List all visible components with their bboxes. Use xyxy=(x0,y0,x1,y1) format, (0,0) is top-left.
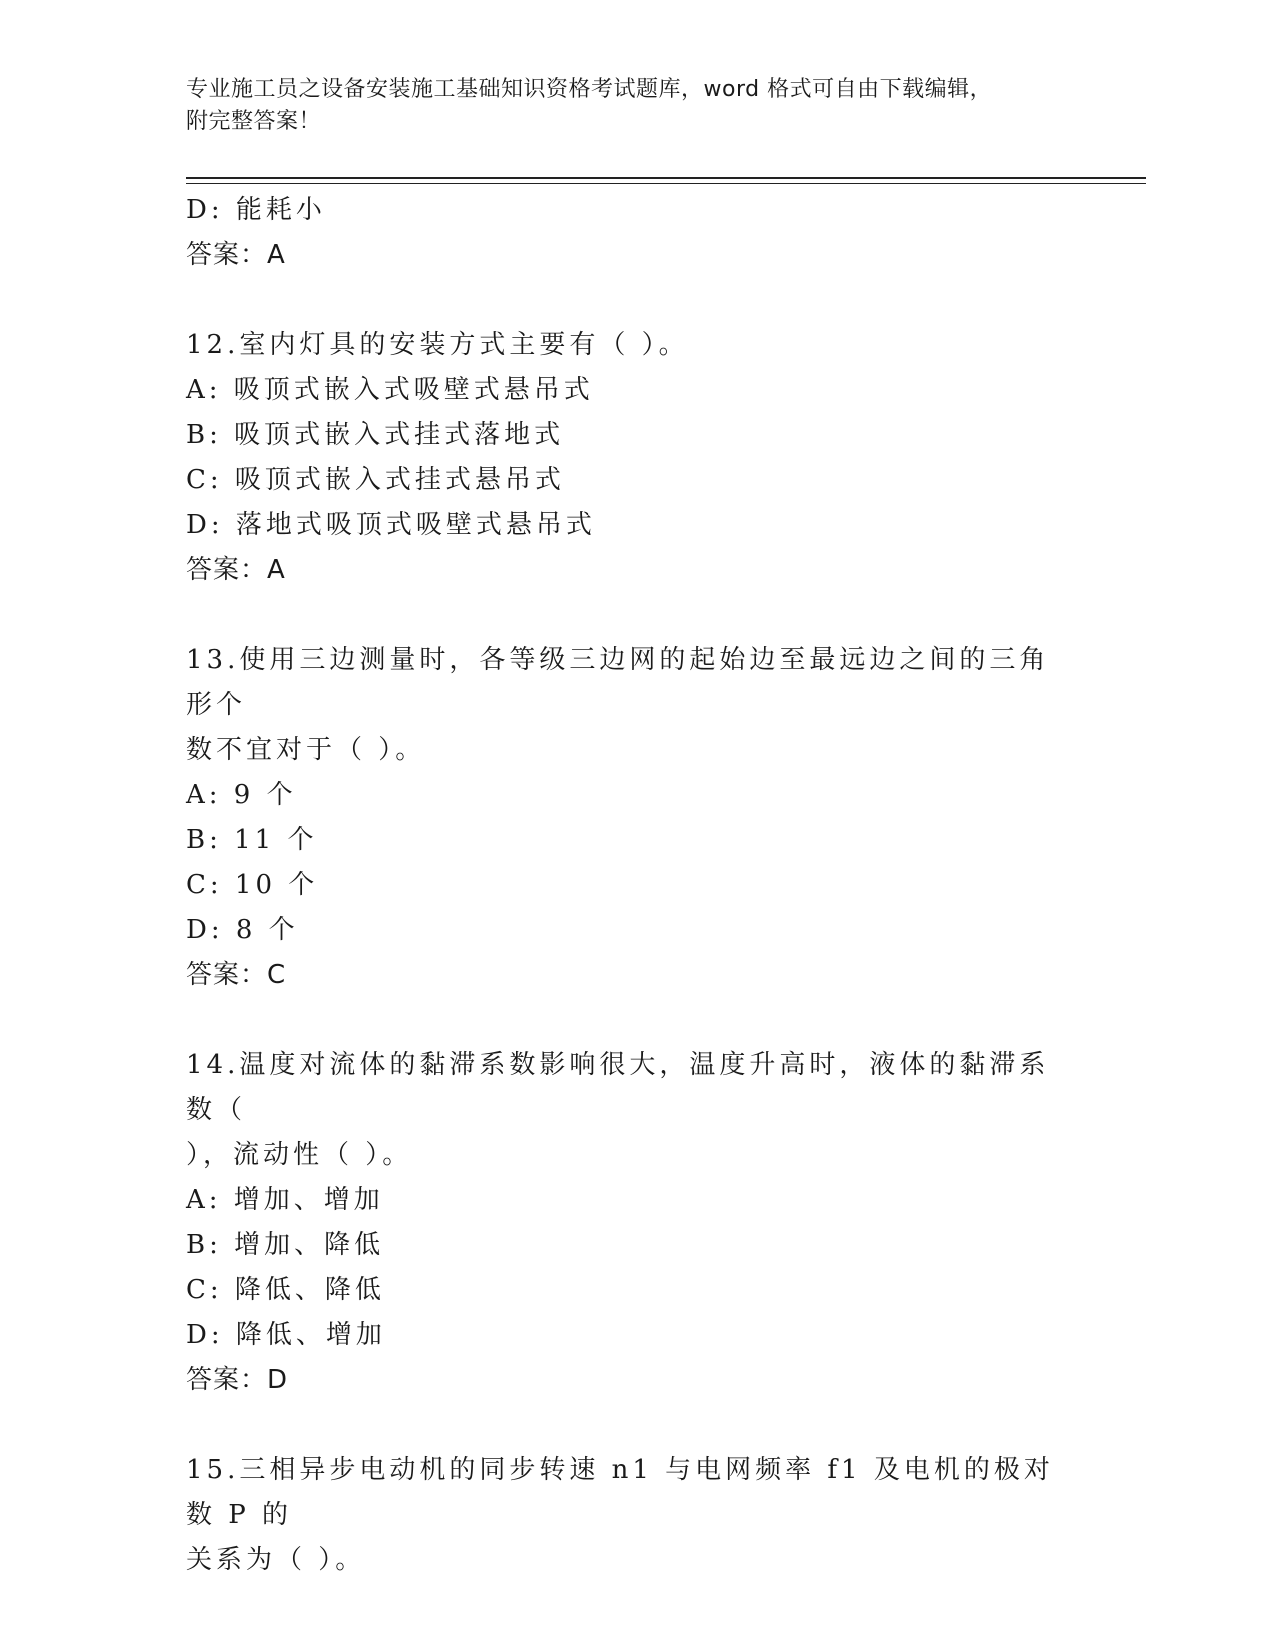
option-a: A: 吸顶式嵌入式吸壁式悬吊式 xyxy=(186,375,594,405)
spacer xyxy=(186,593,1086,638)
question-stem-line-2: 数不宜对于（ ）。 xyxy=(186,735,426,765)
question-stem-line-1: 13.使用三边测量时，各等级三边网的起始边至最远边之间的三角形个 xyxy=(186,645,1050,720)
option-c: C: 10 个 xyxy=(186,870,319,900)
option-c: C: 降低、降低 xyxy=(186,1275,385,1305)
option-b: B: 11 个 xyxy=(186,825,318,855)
header-divider-thin xyxy=(186,183,1146,184)
question-stem-line-2: ），流动性（ ）。 xyxy=(186,1140,413,1170)
spacer xyxy=(186,998,1086,1043)
option-d: D: 能耗小 xyxy=(186,195,326,225)
header-divider-thick xyxy=(186,177,1146,179)
question-stem-line-2: 关系为（ ）。 xyxy=(186,1545,366,1575)
question-stem-line-1: 14.温度对流体的黏滞系数影响很大，温度升高时，液体的黏滞系数（ xyxy=(186,1050,1050,1125)
header-line-2: 附完整答案！ xyxy=(186,109,322,134)
question-list xyxy=(186,188,1086,1583)
option-b: B: 增加、降低 xyxy=(186,1230,385,1260)
option-a: A: 9 个 xyxy=(186,780,297,810)
option-d: D: 落地式吸顶式吸壁式悬吊式 xyxy=(186,510,596,540)
answer-line: 答案：A xyxy=(186,555,286,585)
option-a: A: 增加、增加 xyxy=(186,1185,384,1215)
answer-line: 答案：D xyxy=(186,1365,289,1395)
answer-line: 答案：A xyxy=(186,240,286,270)
question-15 xyxy=(186,1448,1086,1583)
question-14 xyxy=(186,1043,1086,1403)
question-11-tail xyxy=(186,188,1086,278)
option-d: D: 降低、增加 xyxy=(186,1320,386,1350)
option-b: B: 吸顶式嵌入式挂式落地式 xyxy=(186,420,565,450)
question-13 xyxy=(186,638,1086,998)
option-d: D: 8 个 xyxy=(186,915,299,945)
spacer xyxy=(186,1403,1086,1448)
option-c: C: 吸顶式嵌入式挂式悬吊式 xyxy=(186,465,565,495)
question-stem-line-1: 15.三相异步电动机的同步转速 n1 与电网频率 f1 及电机的极对数 P 的 xyxy=(186,1455,1054,1530)
answer-line: 答案：C xyxy=(186,960,287,990)
question-stem: 12.室内灯具的安装方式主要有（ ）。 xyxy=(186,330,689,360)
document-header xyxy=(186,74,1086,138)
spacer xyxy=(186,278,1086,323)
header-line-1: 专业施工员之设备安装施工基础知识资格考试题库，word 格式可自由下载编辑， xyxy=(186,77,993,102)
question-12 xyxy=(186,323,1086,593)
